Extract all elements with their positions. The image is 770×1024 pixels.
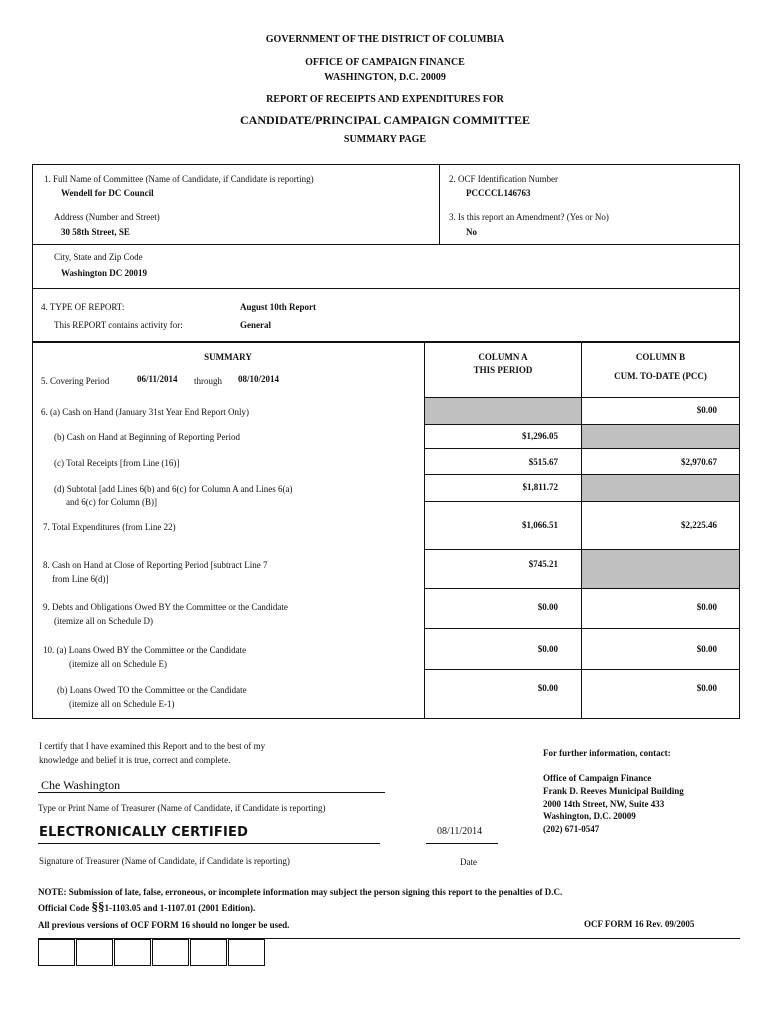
line-8-col-a: $745.21 bbox=[528, 559, 558, 569]
section-symbol: §§ bbox=[91, 899, 105, 914]
summary-heading: SUMMARY bbox=[204, 352, 252, 362]
line-6c-col-a: $515.67 bbox=[528, 457, 558, 467]
line-10b-label: (b) Loans Owed TO the Committee or the Candidate bbox=[57, 685, 247, 695]
committee-name-value: Wendell for DC Council bbox=[61, 188, 154, 198]
office-use-box bbox=[38, 939, 75, 966]
address-label: Address (Number and Street) bbox=[54, 212, 160, 222]
office-use-box bbox=[76, 939, 113, 966]
line-10a-label-cont: (itemize all on Schedule E) bbox=[69, 659, 167, 669]
covering-period-label: 5. Covering Period bbox=[41, 376, 110, 386]
line-6b-col-a: $1,296.05 bbox=[522, 431, 558, 441]
column-b-subtitle: CUM. TO-DATE (PCC) bbox=[614, 371, 707, 381]
line-6c-label: (c) Total Receipts [from Line (16)] bbox=[54, 458, 180, 468]
date-label: Date bbox=[460, 857, 477, 867]
certify-text: I certify that I have examined this Report and to the best of my bbox=[39, 741, 266, 751]
report-title: REPORT OF RECEIPTS AND EXPENDITURES FOR bbox=[266, 94, 504, 105]
line-7-label: 7. Total Expenditures (from Line 22) bbox=[43, 522, 176, 532]
amendment-label: 3. Is this report an Amendment? (Yes or No) bbox=[449, 212, 609, 222]
signature-label: Signature of Treasurer (Name of Candidate, if Candidate is reporting) bbox=[39, 856, 290, 866]
ocf-id-value: PCCCCL146763 bbox=[466, 188, 531, 198]
line-9-label-cont: (itemize all on Schedule D) bbox=[54, 616, 153, 626]
line-9-label: 9. Debts and Obligations Owed BY the Committee or the Candidate bbox=[43, 602, 288, 612]
page-title: SUMMARY PAGE bbox=[343, 134, 427, 145]
contact-heading: For further information, contact: bbox=[543, 748, 671, 758]
city-label: City, State and Zip Code bbox=[54, 252, 143, 262]
line-7-col-b: $2,225.46 bbox=[681, 520, 717, 530]
agency-title: GOVERNMENT OF THE DISTRICT OF COLUMBIA bbox=[265, 34, 505, 45]
activity-label: This REPORT contains activity for: bbox=[54, 320, 183, 330]
column-a-subtitle: THIS PERIOD bbox=[473, 365, 533, 375]
contact-city: Washington, D.C. 20009 bbox=[543, 811, 636, 821]
line-9-col-a: $0.00 bbox=[537, 602, 558, 612]
office-use-box bbox=[152, 939, 189, 966]
report-type-label: 4. TYPE OF REPORT: bbox=[41, 302, 125, 312]
contact-street: 2000 14th Street, NW, Suite 433 bbox=[543, 799, 665, 809]
amendment-value: No bbox=[466, 227, 477, 237]
contact-phone: (202) 671-0547 bbox=[543, 824, 600, 834]
line-7-col-a: $1,066.51 bbox=[522, 520, 558, 530]
office-title: OFFICE OF CAMPAIGN FINANCE bbox=[305, 57, 465, 68]
column-a-title: COLUMN A bbox=[478, 352, 528, 362]
line-6a-col-b: $0.00 bbox=[696, 405, 717, 415]
contact-office: Office of Campaign Finance bbox=[543, 773, 652, 783]
line-10b-col-a: $0.00 bbox=[537, 683, 558, 693]
report-subtitle: CANDIDATE/PRINCIPAL CAMPAIGN COMMITTEE bbox=[239, 113, 530, 127]
line-8-label-cont: from Line 6(d)] bbox=[52, 574, 109, 584]
line-9-col-b: $0.00 bbox=[696, 602, 717, 612]
penalty-note-code bbox=[38, 899, 255, 915]
penalty-note: NOTE: Submission of late, false, erroneous, or incomplete information may subject the person signing this report to the penalties of D.C. bbox=[38, 887, 563, 897]
ocf-id-label: 2. OCF Identification Number bbox=[449, 174, 558, 184]
line-10b-col-b: $0.00 bbox=[696, 683, 717, 693]
office-use-box bbox=[190, 939, 227, 966]
line-6a-label: 6. (a) Cash on Hand (January 31st Year End Report Only) bbox=[41, 407, 249, 417]
office-address: WASHINGTON, D.C. 20009 bbox=[324, 72, 446, 83]
code-prefix: Official Code bbox=[38, 903, 92, 913]
office-use-box bbox=[228, 939, 265, 966]
signature-date: 08/11/2014 bbox=[437, 826, 483, 837]
city-value: Washington DC 20019 bbox=[61, 268, 148, 278]
line-10a-label: 10. (a) Loans Owed BY the Committee or the Candidate bbox=[43, 645, 247, 655]
line-6d-label-cont: and 6(c) for Column (B)] bbox=[66, 497, 157, 507]
address-value: 30 58th Street, SE bbox=[61, 227, 130, 237]
line-10b-label-cont: (itemize all on Schedule E-1) bbox=[69, 699, 175, 709]
line-10a-col-b: $0.00 bbox=[696, 644, 717, 654]
treasurer-name-label: Type or Print Name of Treasurer (Name of Candidate, if Candidate is reporting) bbox=[38, 803, 326, 813]
versions-note: All previous versions of OCF FORM 16 should no longer be used. bbox=[38, 920, 290, 930]
line-6c-col-b: $2,970.67 bbox=[681, 457, 717, 467]
office-use-boxes bbox=[38, 939, 265, 967]
code-suffix: 1-1103.05 and 1-1107.01 (2001 Edition). bbox=[104, 903, 256, 913]
contact-building: Frank D. Reeves Municipal Building bbox=[543, 786, 684, 796]
committee-name-label: 1. Full Name of Committee (Name of Candidate, if Candidate is reporting) bbox=[44, 174, 314, 184]
covering-period-from: 06/11/2014 bbox=[137, 374, 178, 384]
covering-period-to: 08/10/2014 bbox=[238, 374, 280, 384]
activity-value: General bbox=[240, 320, 271, 330]
line-10a-col-a: $0.00 bbox=[537, 644, 558, 654]
report-type-value: August 10th Report bbox=[240, 302, 317, 312]
covering-period-through: through bbox=[194, 376, 222, 386]
line-6d-label: (d) Subtotal [add Lines 6(b) and 6(c) for Column A and Lines 6(a) bbox=[54, 484, 293, 494]
certify-text-cont: knowledge and belief it is true, correct and complete. bbox=[39, 755, 231, 765]
electronic-signature: ELECTRONICALLY CERTIFIED bbox=[39, 825, 249, 840]
form-id: OCF FORM 16 Rev. 09/2005 bbox=[584, 919, 695, 929]
line-6d-col-a: $1,811.72 bbox=[522, 482, 558, 492]
column-b-title: COLUMN B bbox=[635, 352, 686, 362]
office-use-box bbox=[114, 939, 151, 966]
line-6b-label: (b) Cash on Hand at Beginning of Reporting Period bbox=[54, 432, 240, 442]
line-8-label: 8. Cash on Hand at Close of Reporting Period [subtract Line 7 bbox=[43, 560, 268, 570]
treasurer-name: Che Washington bbox=[41, 778, 121, 792]
